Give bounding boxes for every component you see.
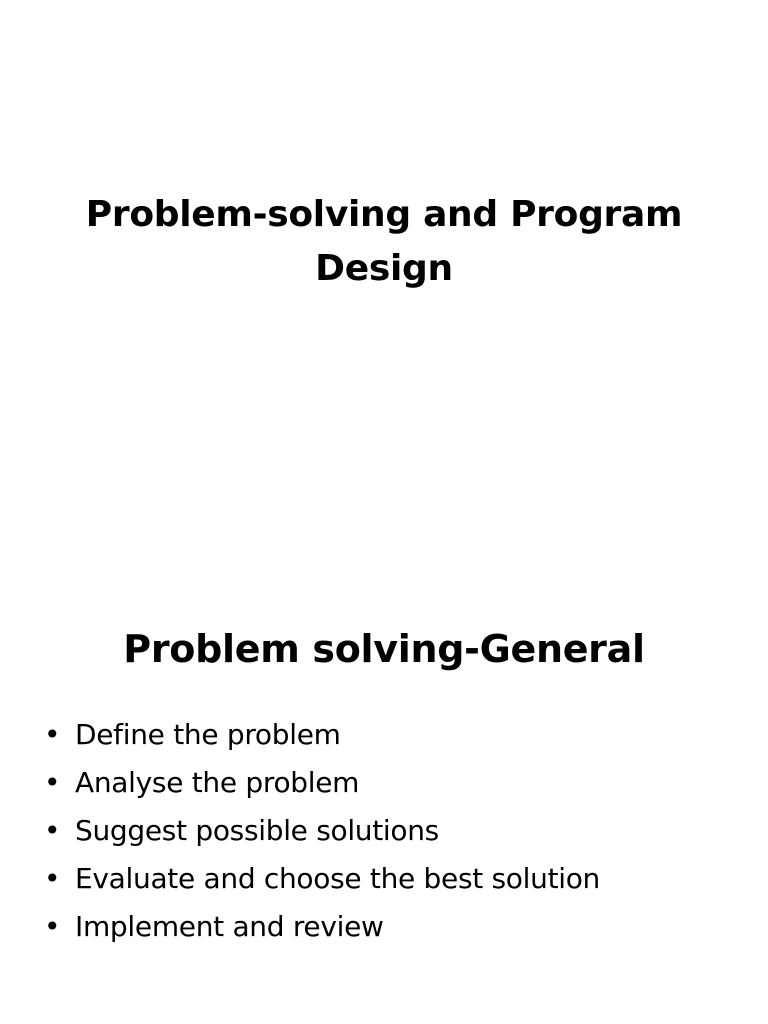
- slide-title: Problem-solving and Program Design: [85, 194, 683, 289]
- bullet-item: [44, 759, 600, 807]
- bullet-icon: •: [44, 862, 61, 895]
- slide-title: Problem solving-General: [123, 627, 645, 671]
- bullet-icon: •: [44, 910, 61, 943]
- bullet-text: Analyse the problem: [75, 766, 360, 799]
- bullet-text: Suggest possible solutions: [75, 814, 439, 847]
- bullet-icon: •: [44, 718, 61, 751]
- bullet-text: Evaluate and choose the best solution: [75, 862, 601, 895]
- slide-2: [0, 512, 768, 1024]
- bullet-item: [44, 903, 600, 951]
- bullet-icon: •: [44, 814, 61, 847]
- bullet-icon: •: [44, 766, 61, 799]
- bullet-item: [44, 807, 600, 855]
- bullet-text: Define the problem: [75, 718, 341, 751]
- bullet-list: [44, 711, 600, 951]
- bullet-item: [44, 855, 600, 903]
- bullet-item: [44, 711, 600, 759]
- bullet-text: Implement and review: [75, 910, 384, 943]
